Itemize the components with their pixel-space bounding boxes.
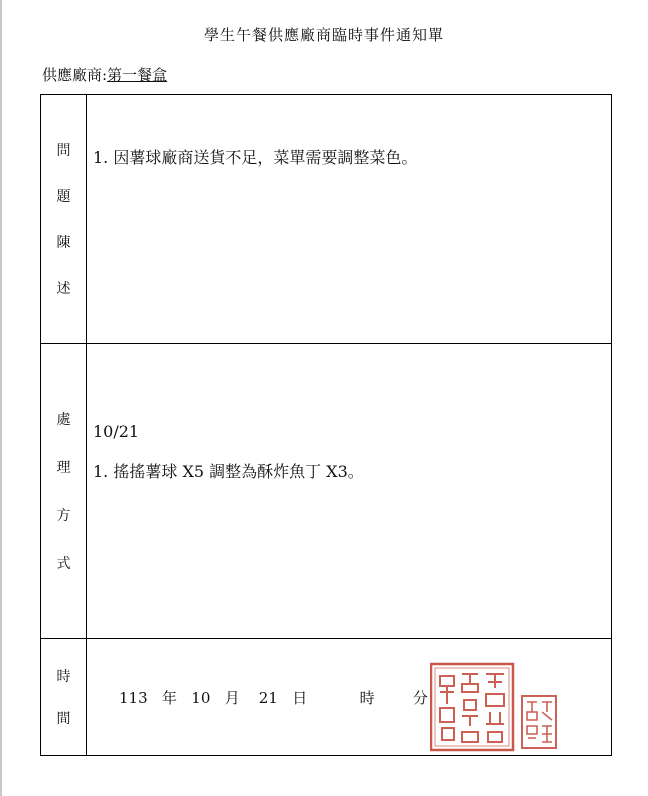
notice-form-table — [40, 94, 612, 756]
time-month: 10 — [191, 688, 211, 707]
problem-label-char: 陳 — [56, 235, 71, 251]
time-year-unit: 年 — [161, 688, 177, 707]
problem-content-cell — [87, 95, 612, 344]
time-label-char: 時 — [56, 669, 71, 685]
time-label-cell — [41, 639, 87, 756]
problem-label-char: 問 — [56, 143, 71, 159]
time-hour-unit: 時 — [359, 688, 375, 707]
handling-label-char: 理 — [56, 460, 71, 476]
handling-text: 1. 搖搖薯球 X5 調整為酥炸魚丁 X3。 — [93, 462, 364, 481]
vendor-label: 供應廠商: — [42, 66, 108, 84]
time-day-unit: 日 — [292, 688, 308, 707]
problem-label-char: 述 — [56, 281, 71, 297]
handling-row — [41, 344, 612, 639]
handling-date: 10/21 — [93, 422, 140, 441]
problem-text: 1. 因薯球廠商送貨不足，菜單需要調整菜色。 — [93, 148, 418, 167]
vendor-line — [42, 64, 167, 85]
seal-stamps — [430, 662, 562, 754]
problem-label-char: 題 — [56, 189, 71, 205]
small-seal — [522, 696, 556, 748]
page-left-edge — [0, 0, 2, 796]
problem-label-cell — [41, 95, 87, 344]
handling-label-char: 處 — [56, 412, 71, 428]
handling-content-cell — [87, 344, 612, 639]
handling-label-char: 式 — [56, 556, 71, 572]
time-month-unit: 月 — [224, 688, 240, 707]
time-day: 21 — [258, 688, 278, 707]
vendor-name: 第一餐盒 — [107, 66, 168, 84]
time-year: 113 — [119, 688, 148, 707]
large-seal — [431, 664, 513, 750]
time-label-char: 間 — [56, 711, 71, 727]
problem-row — [41, 95, 612, 344]
time-minute-unit: 分 — [412, 688, 428, 707]
form-title: 學生午餐供應廠商臨時事件通知單 — [203, 26, 444, 44]
handling-label-char: 方 — [56, 508, 71, 524]
handling-label-cell — [41, 344, 87, 639]
